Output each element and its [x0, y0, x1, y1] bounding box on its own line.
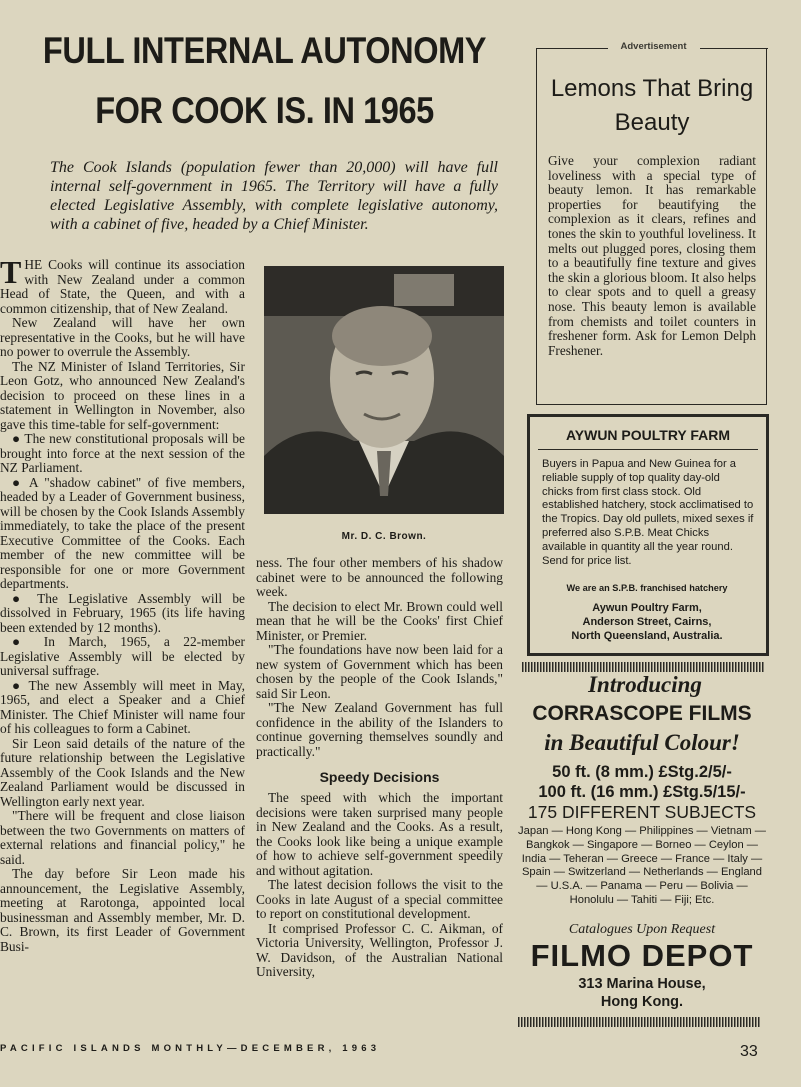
- paragraph: HE Cooks will continue its association with New Zealand under a common Head of State, the Queen, and with a common citizenship, that of New Zealand.: [0, 257, 245, 316]
- paragraph: "The New Zealand Government has full confidence in the ability of the Islanders to continue governing themselves soundly and practically.": [256, 700, 503, 759]
- ad-rule: [536, 48, 608, 49]
- lemon-ad-title-line-2: Beauty: [614, 109, 690, 136]
- price-line: 100 ft. (16 mm.) £Stg.5/15/-: [538, 783, 746, 801]
- paragraph: It comprised Professor C. C. Aikman, of Victoria University, Wellington, Professor J. W. Davidson, of the Australian National University,: [256, 920, 503, 979]
- paragraph: "The foundations have now been laid for a new system of Government which has been chosen by the people of the Cook Islands," said Sir Leon.: [256, 642, 503, 701]
- article-column-1: [0, 254, 245, 954]
- article-intro: The Cook Islands (population fewer than 20,000) will have full internal self-government in 1965. The Territory will have a fully elected Legislative Assembly, with complete legislative autonomy, with a cabinet of five, headed by a Chief Minister.: [50, 159, 498, 233]
- hatched-border-bottom: [518, 1017, 760, 1027]
- films-ad-catalogues: Catalogues Upon Request: [568, 922, 716, 937]
- poultry-ad-address: [540, 601, 754, 643]
- address-line: Aywun Poultry Farm,: [592, 602, 702, 614]
- lemon-ad-title-line-1: Lemons That Bring: [550, 75, 754, 102]
- headline-line-2: FOR COOK IS. IN 1965: [95, 90, 434, 131]
- lemon-ad-body: Give your complexion radiant loveliness with a special type of beauty lemon. It has remarkable properties for beautifying the complexion as it clears, refines and tones the skin to youthful loveliness. It melts out plugged pores, closing them to a beautifully fine texture and gives the skin a glorious bloom. It also helps to clear spots and to quell a greasy nose. This beauty lemon is available from chemists and toilet counters in freshener form. Ask for Lemon Delph Freshener.: [548, 153, 756, 358]
- films-ad-prices: [516, 762, 768, 802]
- films-ad-brand: FILMO DEPOT: [530, 938, 754, 973]
- article-column-2: [256, 556, 503, 980]
- portrait-photo: [264, 266, 504, 514]
- page-footer: PACIFIC ISLANDS MONTHLY—DECEMBER, 1963: [0, 1043, 381, 1054]
- ad-rule: [700, 48, 768, 49]
- poultry-ad-franchise: We are an S.P.B. franchised hatchery: [566, 583, 728, 593]
- address-line: 313 Marina House,: [578, 976, 706, 992]
- address-line: North Queensland, Australia.: [571, 630, 723, 642]
- price-line: 50 ft. (8 mm.) £Stg.2/5/-: [552, 763, 732, 781]
- paragraph: The speed with which the important decisions were taken surprised many people in New Zealand and the Cooks. As a result, the Cooks look like being a unique example of how to achieve self-government speedily and without agitation.: [256, 790, 503, 878]
- drop-cap: T: [0, 254, 22, 290]
- hatched-border-top: [522, 662, 764, 672]
- films-ad-colour: in Beautiful Colour!: [544, 730, 740, 755]
- bullet-paragraph: ● In March, 1965, a 22-member Legislative Assembly will be elected by universal suffrage.: [0, 634, 245, 678]
- poultry-ad-body: Buyers in Papua and New Guinea for a reliable supply of top quality day-old chicks from first class stock. Old established hatchery, stock acclimatised to the Tropics. Day old pullets, mixed sexes if preferred also S.P.B. Meat Chicks available in quantity all the year round. Send for price list.: [542, 458, 754, 567]
- films-ad-subjects: 175 DIFFERENT SUBJECTS: [527, 802, 757, 822]
- portrait-illustration: [264, 266, 504, 514]
- subheading: Speedy Decisions: [319, 769, 440, 785]
- poultry-ad-title: AYWUN POULTRY FARM: [565, 427, 731, 443]
- address-line: Hong Kong.: [600, 994, 684, 1010]
- advertisement-label: Advertisement: [620, 41, 687, 52]
- films-ad-address: [516, 975, 768, 1011]
- poultry-ad-rule: [538, 449, 758, 450]
- headline-line-1: FULL INTERNAL AUTONOMY: [42, 30, 487, 71]
- paragraph: The decision to elect Mr. Brown could well mean that he will be the Cooks' first Chief Minister, or Premier.: [256, 598, 503, 643]
- bullet-paragraph: ● The Legislative Assembly will be dissolved in February, 1965 (its life having been extended by 12 months).: [0, 590, 245, 635]
- paragraph: "There will be frequent and close liaison between the two Governments on matters of external relations and financial policy," he said.: [0, 808, 245, 867]
- paragraph: The NZ Minister of Island Territories, Sir Leon Gotz, who announced New Zealand's decision to proceed on these lines in a statement in Wellington in November, also gave this time-table for self-government:: [0, 358, 245, 432]
- page-number: 33: [740, 1043, 758, 1060]
- bullet-paragraph: ● A "shadow cabinet" of five members, headed by a Leader of Government business, will be chosen by the Cook Islands Assembly immediately, to take the place of the present Executive Committee of the Cooks. Each member of the new committee will be responsible for one or more Government departments.: [0, 474, 245, 591]
- address-line: Anderson Street, Cairns,: [582, 616, 712, 628]
- lemon-ad-title: [536, 72, 768, 140]
- bullet-paragraph: ● The new Assembly will meet in May, 1965, and elect a Speaker and a Chief Minister. The Chief Minister will name four of his colleagues to form a Cabinet.: [0, 677, 245, 736]
- films-ad-name: CORRASCOPE FILMS: [532, 702, 752, 725]
- paragraph: ness. The four other members of his shadow cabinet were to be announced the following week.: [256, 555, 503, 599]
- photo-caption: Mr. D. C. Brown.: [341, 531, 427, 542]
- paragraph: Sir Leon said details of the nature of the future relationship between the Legislative Assembly of the Cook Islands and the New Zealand Parliament would be discussed in Wellington early next year.: [0, 735, 245, 809]
- bullet-paragraph: ● The new constitutional proposals will be brought into force at the next session of the NZ Parliament.: [0, 431, 245, 475]
- paragraph: New Zealand will have her own representative in the Cooks, but he will have no power to overrule the Assembly.: [0, 315, 245, 359]
- films-ad-introducing: Introducing: [588, 672, 702, 697]
- paragraph: The day before Sir Leon made his announcement, the Legislative Assembly, meeting at Rarotonga, appointed local businessman and Assembly member, Mr. D. C. Brown, its first Leader of Government Busi-: [0, 866, 245, 954]
- films-ad-countries: Japan — Hong Kong — Philippines — Vietnam — Bangkok — Singapore — Borneo — Ceylon — India — Teheran — Greece — France — Italy — Spain — Switzerland — Netherlands — England — U.S.A. — Panama — Peru — Bolivia — Honolulu — Tahiti — Fiji; Etc.: [518, 825, 766, 906]
- paragraph: The latest decision follows the visit to the Cooks in late August of a special committee to report on constitutional development.: [256, 877, 503, 921]
